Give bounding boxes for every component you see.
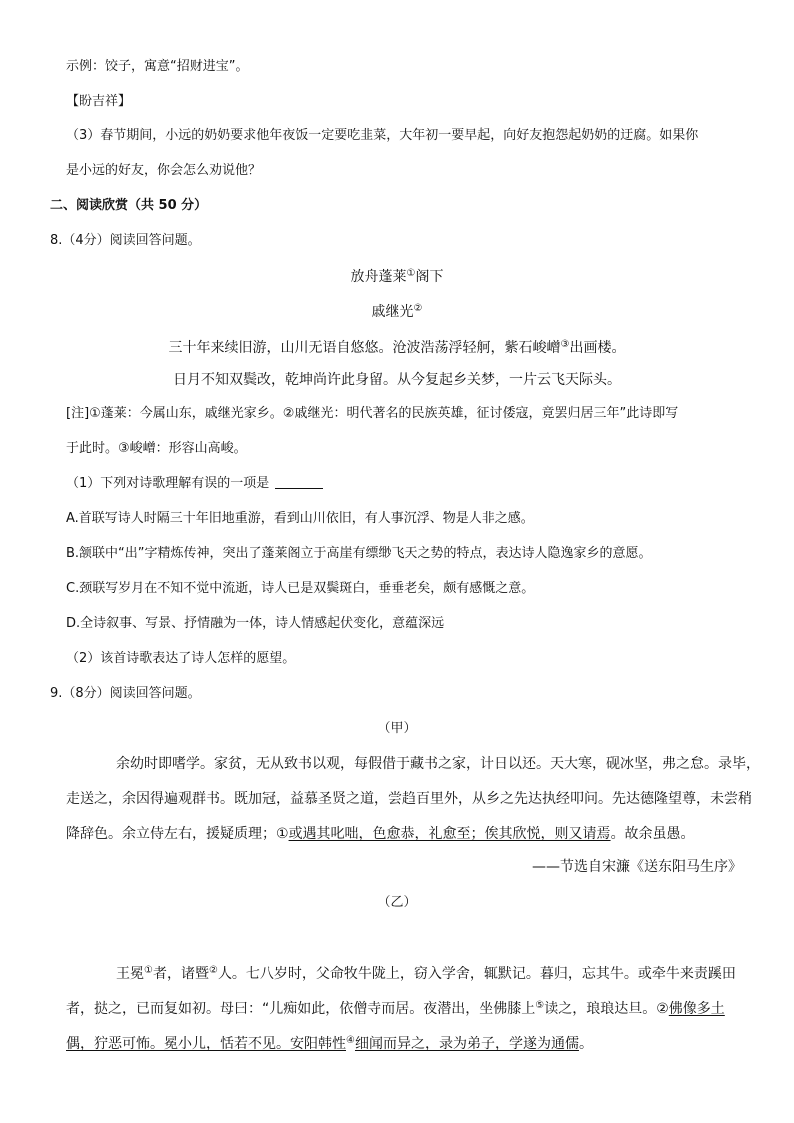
answer-blank[interactable]	[275, 476, 323, 489]
question-3-line-2: 是小远的好友，你会怎么劝说他？	[66, 163, 262, 178]
sub-question-2: （2）该首诗歌表达了诗人怎样的愿望。	[66, 651, 296, 666]
poem-note-line-1: [注]①蓬莱：今属山东，戚继光家乡。②戚继光：明代著名的民族英雄，征讨倭寇，竟罢归居三年”此诗即写	[66, 406, 679, 421]
underlined-sentence-2-start: 佛像多土	[668, 1001, 725, 1017]
passage-yi-line-1: 王冕①者，诸暨②人。七八岁时，父命牧牛陇上，窃入学舍，辄默记。暮归，忘其牛。或牵牛来责蹊田	[116, 965, 736, 982]
passage-jia-line-1: 余幼时即嗜学。家贫，无从致书以观，每假借于藏书之家，计日以还。天大寒，砚冰坚，弗之怠。录毕，	[116, 756, 760, 772]
passage-yi-line-2: 者，挞之，已而复如初。母曰：“儿痴如此，依僧寺而居。夜潜出，坐佛膝上⑤读之，琅琅达旦。②佛像多土	[66, 1000, 725, 1017]
question-3-line-1: （3）春节期间，小远的奶奶要求他年夜饭一定要吃韭菜，大年初一要早起，向好友抱怨起奶奶的迂腐。如果你	[66, 128, 699, 143]
option-d: D.全诗叙事、写景、抒情融为一体，诗人情感起伏变化，意蕴深远	[66, 616, 445, 631]
section-title: 二、阅读欣赏（共 50 分）	[50, 198, 208, 213]
passage-yi-line-3: 偶，狞恶可怖。冕小儿，恬若不见。安阳韩性④细闻而异之，录为弟子，学遂为通儒。	[66, 1035, 593, 1052]
poem-note-line-2: 于此时。③峻嶒：形容山高峻。	[66, 441, 247, 456]
passage-jia-label: （甲）	[377, 721, 417, 736]
underlined-sentence-1: 或遇其叱咄，色愈恭，礼愈至；俟其欣悦，则又请焉	[288, 826, 611, 842]
question-8-header: 8.（4分）阅读回答问题。	[50, 233, 201, 248]
poem-title: 放舟蓬莱①阁下	[350, 268, 444, 285]
question-9-header: 9.（8分）阅读回答问题。	[50, 686, 201, 701]
option-a: A.首联写诗人时隔三十年旧地重游，看到山川依旧，有人事沉浮、物是人非之感。	[66, 511, 534, 526]
passage-jia-line-3: 降辞色。余立侍左右，援疑质理；①或遇其叱咄，色愈恭，礼愈至；俟其欣悦，则又请焉。故余虽愚。	[66, 826, 695, 842]
poem-line-2: 日月不知双鬓改，乾坤尚许此身留。从今复起乡关梦，一片云飞天际头。	[173, 372, 621, 388]
underlined-sentence-2-a: 偶，狞恶可怖。冕小儿，恬若不见。安阳韩性	[66, 1036, 346, 1052]
section-tag: 【盼吉祥】	[66, 94, 132, 109]
option-c: C.颈联写岁月在不知不觉中流逝，诗人已是双鬓斑白，垂垂老矣，颇有感慨之意。	[66, 581, 535, 596]
underlined-sentence-2-b: 细闻而异之，录为弟子，学遂为通儒	[354, 1036, 579, 1052]
poem-line-1: 三十年来续旧游，山川无语自悠悠。沧波浩荡浮轻舸，紫石峻嶒③出画楼。	[168, 339, 626, 356]
example-line: 示例：饺子，寓意“招财进宝”。	[66, 59, 249, 74]
passage-yi-label: （乙）	[377, 895, 417, 910]
sub-question-1: （1）下列对诗歌理解有误的一项是	[66, 475, 323, 493]
passage-jia-source: ——节选自宋濂《送东阳马生序》	[532, 859, 742, 875]
poem-author: 戚继光②	[371, 303, 423, 320]
passage-jia-line-2: 走送之，余因得遍观群书。既加冠，益慕圣贤之道，尝趋百里外，从乡之先达执经叩问。先达德隆望尊，未尝稍	[66, 791, 752, 807]
option-b: B.颔联中“出”字精炼传神，突出了蓬莱阁立于高崖有缥缈飞天之势的特点，表达诗人隐逸家乡的意愿。	[66, 546, 652, 561]
